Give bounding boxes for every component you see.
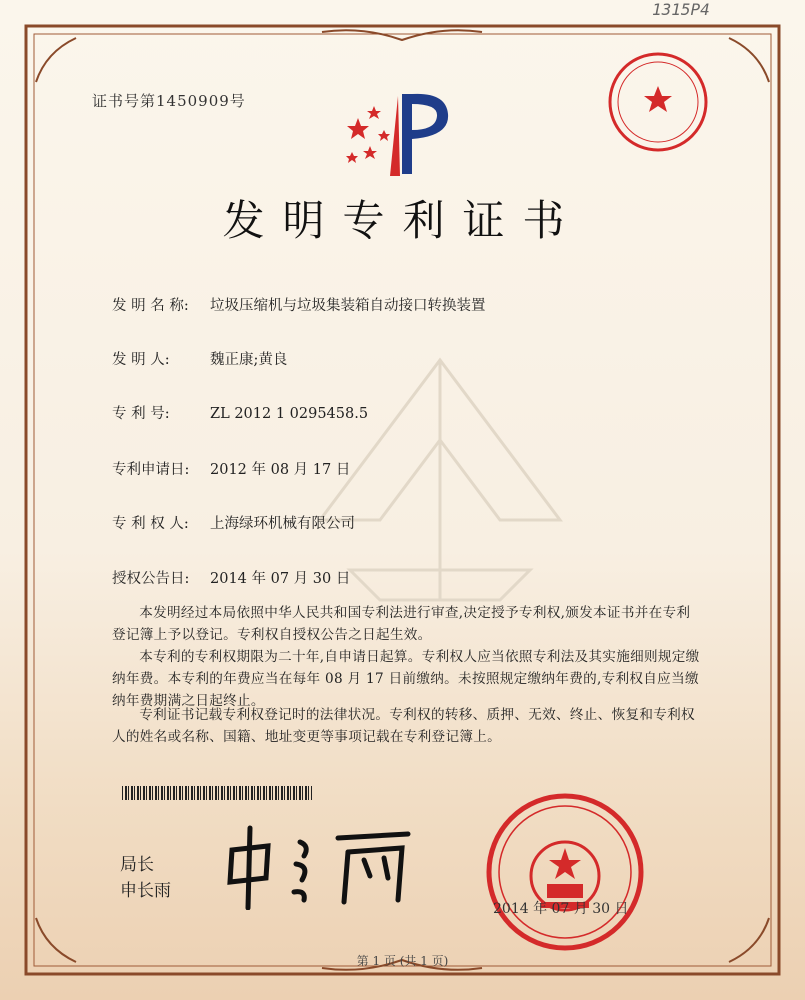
field-value: ZL 2012 1 0295458.5 [210,406,369,422]
field-patentee [112,512,355,533]
small-official-seal-icon [606,50,710,154]
paragraph-term: 本专利的专利权期限为二十年,自申请日起算。专利权人应当依照专利法及其实施细则规定缴纳年费。本专利的年费应当在每年 08 月 17 日前缴纳。未按照规定缴纳年费的,专利权自应当缴纳年费期满之日起终止。 [112,649,700,709]
barcode [122,786,312,800]
field-label: 发 明 人: [112,352,170,368]
director-signature-icon [220,820,420,910]
field-invention-name [112,294,486,315]
paragraph-legal-status: 专利证书记载专利权登记时的法律状况。专利权的转移、质押、无效、终止、恢复和专利权人的姓名或名称、国籍、地址变更等事项记载在专利登记簿上。 [112,707,695,745]
field-grant-date [112,567,350,588]
field-value: 2014 年 07 月 30 日 [210,571,351,587]
field-value: 垃圾压缩机与垃圾集装箱自动接口转换装置 [210,298,486,314]
field-application-date [112,458,350,479]
certificate-title: 发明专利证书 [222,196,583,245]
field-inventor [112,348,287,369]
page-footer: 第 1 页 (共 1 页) [356,954,449,968]
certificate-number: 证书号第1450909号 [92,92,246,110]
stamp-date: 2014 年 07 月 30 日 [493,901,629,917]
field-label: 授权公告日: [112,571,190,587]
field-label: 专 利 号: [112,406,170,422]
field-value: 2012 年 08 月 17 日 [210,462,351,478]
field-patent-number [112,402,368,423]
director-name: 申长雨 [120,881,171,901]
field-value: 魏正康;黄良 [210,352,288,368]
patent-office-logo-icon [340,84,460,184]
director-title: 局长 [120,855,154,875]
field-value: 上海绿环机械有限公司 [210,516,355,532]
field-label: 发 明 名 称: [112,298,189,314]
national-ip-seal-icon [483,790,647,954]
paragraph-grant: 本发明经过本局依照中华人民共和国专利法进行审查,决定授予专利权,颁发本证书并在专利登记簿上予以登记。专利权自授权公告之日起生效。 [112,605,691,643]
field-label: 专 利 权 人: [112,516,189,532]
handwritten-note: 1315P4 [652,0,710,19]
field-label: 专利申请日: [112,462,190,478]
